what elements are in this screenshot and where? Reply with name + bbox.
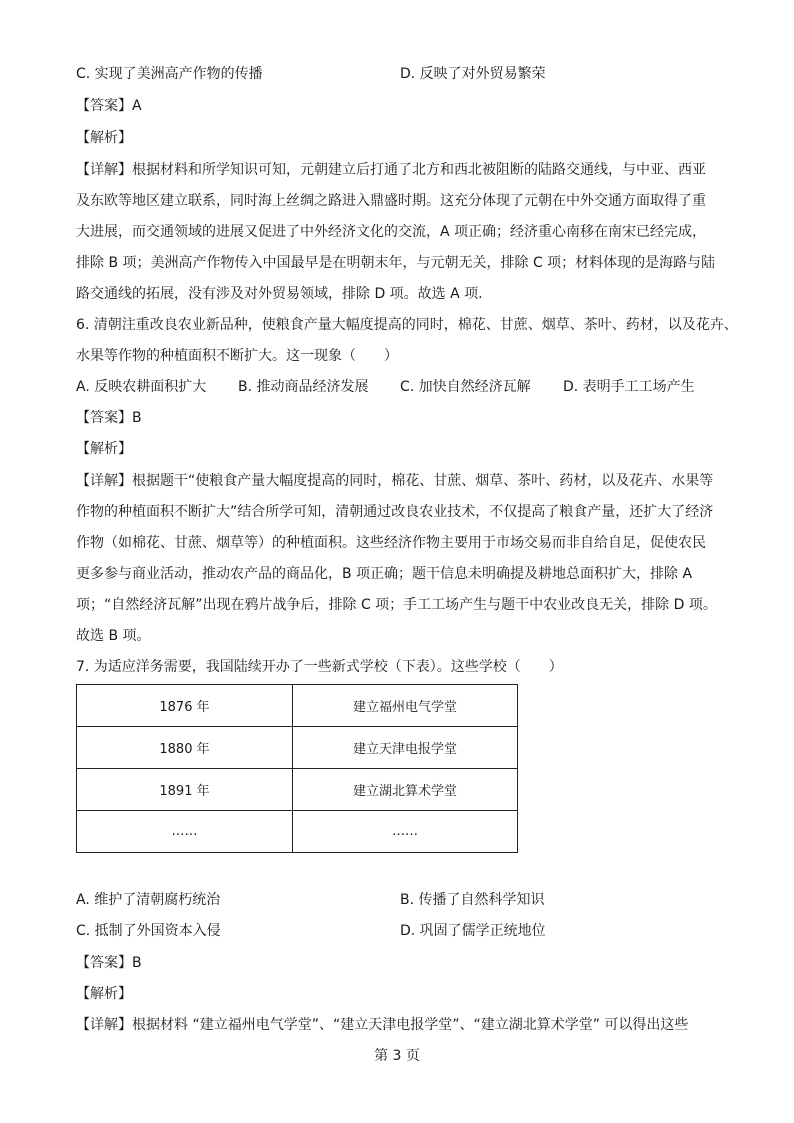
q7-detail-line: 【详解】根据材料 “建立福州电气学堂”、“建立天津电报学堂”、“建立湖北算术学堂” 可以得出这些 [76,1017,689,1033]
table-cell-year: …… [77,811,293,853]
q7-option-b: B. 传播了自然科学知识 [400,892,545,908]
q5-detail-line: 【详解】根据材料和所学知识可知，元朝建立后打通了北方和西北被阻断的陆路交通线，与中亚、西亚 [76,162,706,178]
table-cell-school: 建立湖北算术学堂 [293,769,518,811]
q5-detail-line: 路交通线的拓展，没有涉及对外贸易领域，排除 D 项。故选 A 项. [76,286,483,302]
q6-answer: 【答案】B [76,410,142,426]
q5-detail-line: 及东欧等地区建立联系，同时海上丝绸之路进入鼎盛时期。这充分体现了元朝在中外交通方面取得了重 [76,193,706,209]
q5-option-c: C. 实现了美洲高产作物的传播 [76,66,263,82]
q6-detail-line: 作物（如棉花、甘蔗、烟草等）的种植面积。这些经济作物主要用于市场交易而非自给自足，促使农民 [76,535,706,551]
q6-option-a: A. 反映农耕面积扩大 [76,379,207,395]
q7-option-c: C. 抵制了外国资本入侵 [76,923,221,939]
q7-answer: 【答案】B [76,955,142,971]
table-row [77,727,518,769]
q7-option-d: D. 巩固了儒学正统地位 [400,923,546,939]
q6-stem-line: 6. 清朝注重改良农业新品种，使粮食产量大幅度提高的同时，棉花、甘蔗、烟草、茶叶、药材，以及花卉、 [76,317,738,333]
schools-table [76,684,518,853]
q6-detail-line: 项；“自然经济瓦解”出现在鸦片战争后，排除 C 项；手工工场产生与题干中农业改良无关，排除 D 项。 [76,597,717,613]
page-number: 第 3 页 [374,1048,420,1064]
q6-detail-line: 【详解】根据题干“使粮食产量大幅度提高的同时，棉花、甘蔗、烟草、茶叶、药材，以及花卉、水果等 [76,473,714,489]
q7-stem: 7. 为适应洋务需要，我国陆续开办了一些新式学校（下表）。这些学校（ ） [76,659,563,675]
table-row [77,769,518,811]
q6-detail-line: 故选 B 项。 [76,628,151,644]
q6-analysis-label: 【解析】 [76,441,132,457]
table-cell-year: 1891 年 [77,769,293,811]
q6-stem-line: 水果等作物的种植面积不断扩大。这一现象（ ） [76,348,398,364]
q6-option-d: D. 表明手工工场产生 [563,379,695,395]
table-cell-school: 建立福州电气学堂 [293,685,518,727]
q5-answer: 【答案】A [76,98,142,114]
table-cell-school: …… [293,811,518,853]
table-cell-school: 建立天津电报学堂 [293,727,518,769]
q6-option-c: C. 加快自然经济瓦解 [400,379,531,395]
q5-option-d: D. 反映了对外贸易繁荣 [400,66,546,82]
q6-detail-line: 作物的种植面积不断扩大”结合所学可知，清朝通过改良农业技术，不仅提高了粮食产量，还扩大了经济 [76,504,714,520]
q6-detail-line: 更多参与商业活动，推动农产品的商品化，B 项正确；题干信息未明确提及耕地总面积扩大，排除 A [76,566,693,582]
q7-analysis-label: 【解析】 [76,986,132,1002]
q5-detail-line: 大进展，而交通领域的进展又促进了中外经济文化的交流，A 项正确；经济重心南移在南宋已经完成， [76,224,707,240]
table-row [77,685,518,727]
table-row [77,811,518,853]
q7-option-a: A. 维护了清朝腐朽统治 [76,892,221,908]
q6-option-b: B. 推动商品经济发展 [238,379,369,395]
q5-analysis-label: 【解析】 [76,130,132,146]
q5-detail-line: 排除 B 项；美洲高产作物传入中国最早是在明朝末年，与元朝无关，排除 C 项；材料体现的是海路与陆 [76,255,716,271]
table-cell-year: 1876 年 [77,685,293,727]
table-cell-year: 1880 年 [77,727,293,769]
